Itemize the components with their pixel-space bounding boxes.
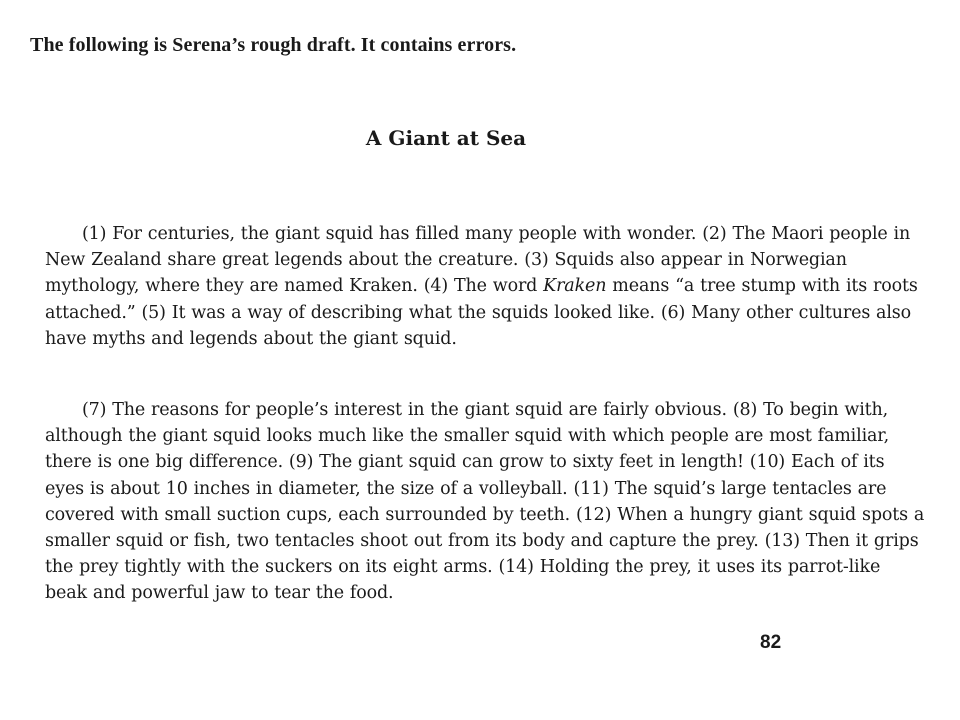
- sentence-4-italic-word: Kraken: [543, 276, 607, 297]
- sentence-3: (3) Squids also appear in Norwegian mythology, where they are named Kraken.: [45, 250, 847, 297]
- sentence-10: (10) Each of its eyes is about 10 inches in diameter, the size of a volleyball.: [45, 452, 885, 499]
- sentence-4-end: means “a tree stump with its roots attached.”: [45, 276, 918, 323]
- sentence-12: (12) When a hungry giant squid spots a smaller squid or fish, two tentacles shoot out from its body and capture the prey.: [45, 504, 925, 552]
- sentence-11: (11) The squid’s large tentacles are covered with small suction cups, each surrounded by teeth.: [45, 478, 887, 525]
- sentence-9: (9) The giant squid can grow to sixty feet in length!: [288, 452, 744, 473]
- sentence-14: (14) Holding the prey, it uses its parrot-like beak and powerful jaw to tear the food.: [45, 557, 881, 604]
- sentence-7: (7) The reasons for people’s interest in the giant squid are fairly obvious.: [82, 400, 727, 420]
- sentence-4-start: (4) The word: [423, 276, 538, 297]
- paragraph-2: [45, 397, 925, 607]
- sentence-6: (6) Many other cultures also have myths and legends about the giant squid.: [45, 302, 912, 349]
- page-number: 82: [760, 632, 782, 653]
- essay-title: A Giant at Sea: [365, 126, 527, 150]
- paragraph-1: [45, 221, 925, 352]
- sentence-1: (1) For centuries, the giant squid has filled many people with wonder.: [82, 224, 697, 244]
- sentence-8: (8) To begin with, although the giant squid looks much like the smaller squid with which people are most familiar, there is one big difference.: [45, 400, 890, 473]
- sentence-2: (2) The Maori people in New Zealand share great legends about the creature.: [45, 224, 911, 271]
- sentence-5: (5) It was a way of describing what the squids looked like.: [141, 302, 655, 323]
- draft-instruction: The following is Serena’s rough draft. It contains errors.: [30, 34, 517, 56]
- sentence-13: (13) Then it grips the prey tightly with the suckers on its eight arms.: [45, 531, 919, 578]
